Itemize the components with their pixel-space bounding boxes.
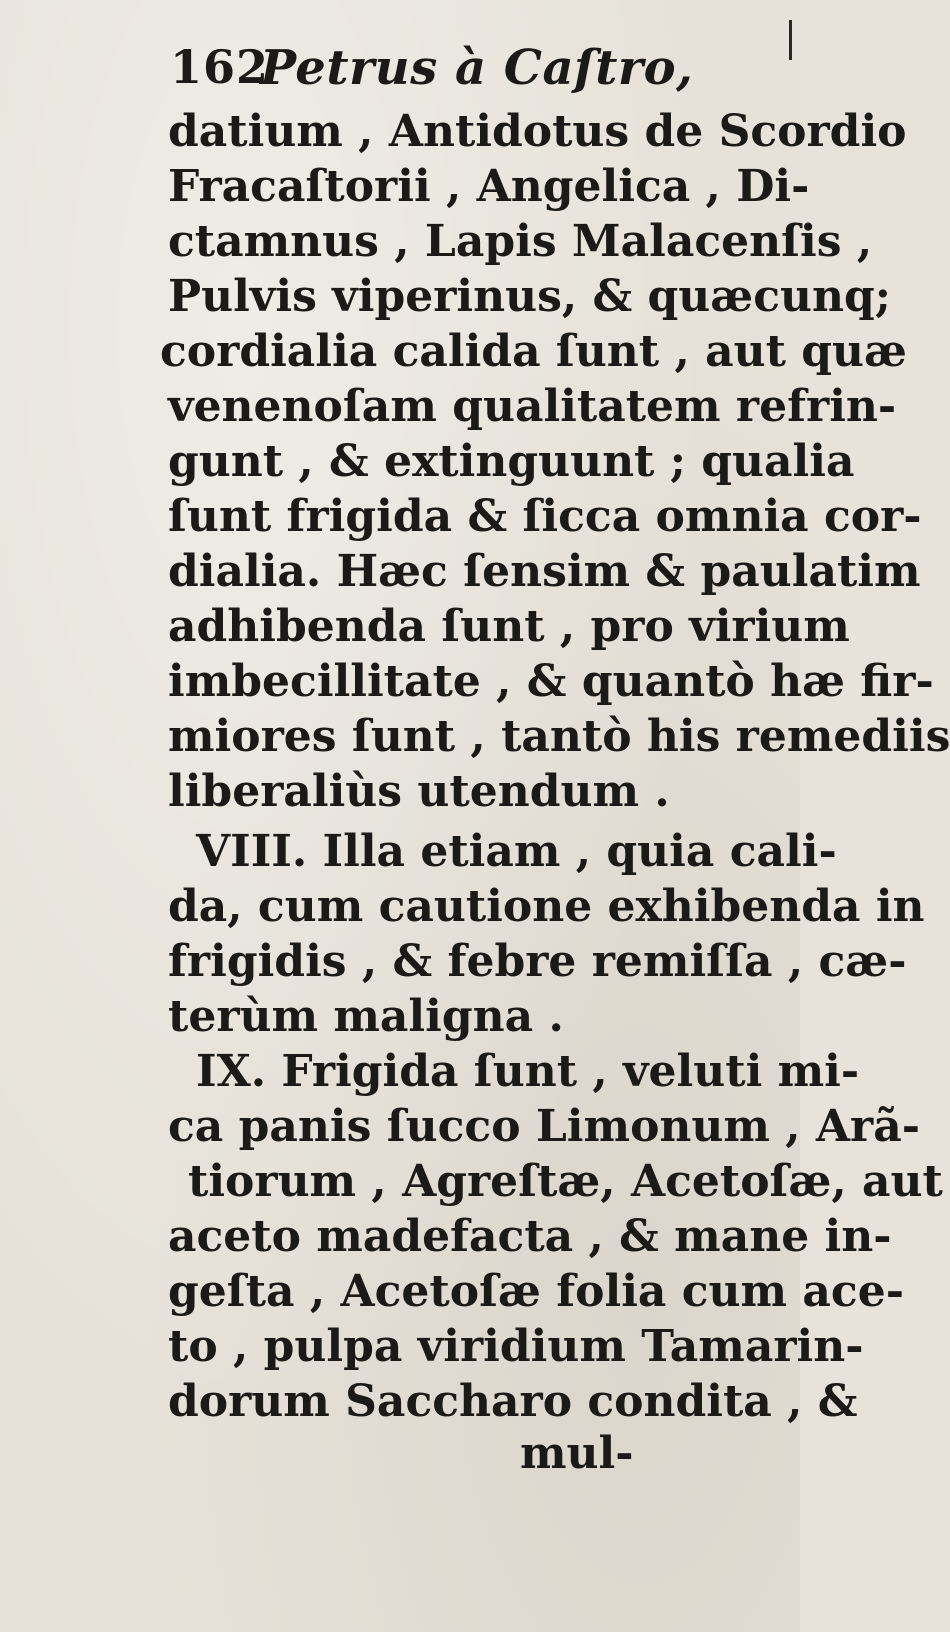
text-line: miores ſunt , tantò his remediis [168, 711, 950, 762]
text-line: tiorum , Agreſtæ, Acetoſæ, aut [188, 1156, 943, 1207]
text-line: ca panis ſucco Limonum , Arã- [168, 1101, 920, 1152]
text-line: cordialia calida ſunt , aut quæ [160, 326, 907, 377]
text-line: ctamnus , Lapis Malacenſis , [168, 216, 873, 267]
text-line: venenoſam qualitatem refrin- [168, 381, 897, 432]
section-heading-line: VIII. Illa etiam , quia cali- [196, 826, 837, 877]
text-line: terùm maligna . [168, 991, 564, 1042]
text-line: frigidis , & febre remiſſa , cæ- [168, 936, 907, 987]
text-line: geſta , Acetoſæ folia cum ace- [168, 1266, 904, 1317]
text-line: Pulvis viperinus, & quæcunq; [168, 271, 891, 322]
text-line: liberaliùs utendum . [168, 766, 670, 817]
running-head: Petrus à Caſtro, [260, 40, 694, 96]
text-line: adhibenda ſunt , pro virium [168, 601, 850, 652]
section-heading-line: IX. Frigida ſunt , veluti mi- [196, 1046, 860, 1097]
text-line: aceto madefacta , & mane in- [168, 1211, 892, 1262]
page-header [0, 40, 800, 94]
text-line: ſunt frigida & ſicca omnia cor- [168, 491, 922, 542]
text-line: datium , Antidotus de Scordio [168, 106, 907, 157]
text-line: dialia. Hæc ſensim & paulatim [168, 546, 921, 597]
text-line: imbecillitate , & quantò hæ fir- [168, 656, 934, 707]
catchword: mul- [520, 1428, 634, 1479]
text-line: Fracaſtorii , Angelica , Di- [168, 161, 810, 212]
text-line: gunt , & extinguunt ; qualia [168, 436, 855, 487]
page-number: 162 [170, 40, 270, 94]
text-line: dorum Saccharo condita , & [168, 1376, 858, 1427]
text-line: to , pulpa viridium Tamarin- [168, 1321, 864, 1372]
text-line: da, cum cautione exhibenda in [168, 881, 925, 932]
